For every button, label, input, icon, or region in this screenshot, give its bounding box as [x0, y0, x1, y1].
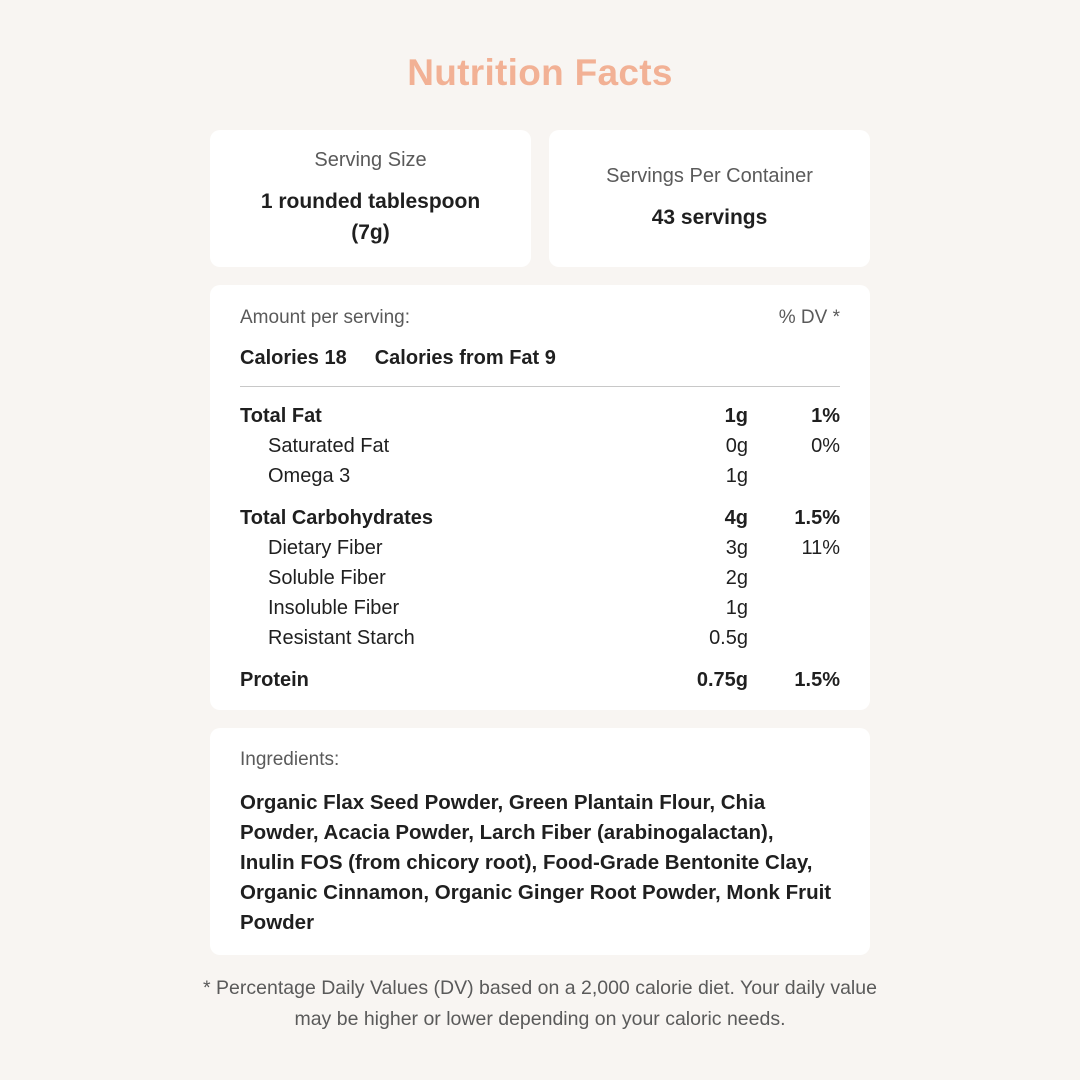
serving-size-value: 1 rounded tablespoon (7g)	[260, 190, 481, 244]
nutrient-amount: 1g	[724, 405, 748, 427]
nutrient-dv: 1.5%	[794, 507, 840, 529]
nutrient-name: Protein	[240, 669, 309, 691]
nutrient-name: Soluble Fiber	[268, 567, 386, 589]
servings-per-container-card	[549, 130, 870, 267]
nutrient-row-omega-3	[240, 461, 840, 491]
nutrient-name: Saturated Fat	[268, 435, 390, 457]
facts-divider	[240, 386, 840, 387]
facts-header	[240, 307, 840, 329]
nutrient-name: Total Fat	[240, 405, 322, 427]
ingredients-text: Organic Flax Seed Powder, Green Plantain Flour, Chia Powder, Acacia Powder, Larch Fiber (arabinogalactan), Inulin FOS (from chicory root), Food-Grade Bentonite Clay, Organic Cinnamon, Organic Ginger Root Powder, Monk Fruit Powder	[240, 791, 832, 934]
dv-footnote: * Percentage Daily Values (DV) based on a 2,000 calorie diet. Your daily value may be higher or lower depending on your caloric needs.	[203, 977, 877, 1030]
serving-size-card	[210, 130, 531, 267]
calories-value: Calories 18	[240, 347, 347, 369]
nutrient-list	[240, 401, 840, 695]
calories-row	[240, 347, 556, 370]
nutrient-amount: 1g	[725, 597, 748, 619]
ingredients-card	[210, 728, 870, 955]
nutrient-amount: 0g	[725, 435, 748, 457]
nutrient-row-total-fat	[240, 401, 840, 431]
nutrient-row-total-carbohydrates	[240, 503, 840, 533]
nutrient-name: Omega 3	[268, 465, 351, 487]
servings-per-container-label: Servings Per Container	[606, 164, 813, 187]
nutrient-name: Insoluble Fiber	[268, 597, 400, 619]
nutrient-amount: 0.5g	[709, 627, 748, 649]
nutrient-name: Dietary Fiber	[268, 537, 383, 559]
nutrient-name: Total Carbohydrates	[240, 507, 433, 529]
nutrition-facts-card	[210, 285, 870, 710]
nutrient-amount: 4g	[724, 507, 748, 529]
nutrient-row-insoluble-fiber	[240, 593, 840, 623]
nutrient-amount: 0.75g	[696, 669, 748, 691]
nutrient-amount: 1g	[725, 465, 748, 487]
amount-per-serving-label: Amount per serving:	[240, 307, 411, 328]
dv-header-label: % DV *	[778, 307, 840, 328]
nutrient-name: Resistant Starch	[268, 627, 415, 649]
nutrient-row-resistant-starch	[240, 623, 840, 653]
nutrient-dv: 11%	[801, 537, 840, 559]
nutrient-dv: 1.5%	[794, 669, 840, 691]
serving-size-label: Serving Size	[314, 149, 427, 171]
servings-per-container-value: 43 servings	[651, 205, 768, 229]
nutrient-amount: 3g	[725, 537, 748, 559]
calories-from-fat-value: Calories from Fat 9	[374, 347, 556, 369]
nutrient-row-protein	[240, 665, 840, 695]
nutrient-row-soluble-fiber	[240, 563, 840, 593]
nutrient-amount: 2g	[725, 567, 748, 589]
nutrient-row-saturated-fat	[240, 431, 840, 461]
page-title: Nutrition Facts	[407, 52, 673, 93]
nutrient-dv: 1%	[811, 405, 840, 427]
ingredients-label: Ingredients:	[240, 749, 340, 770]
nutrient-dv: 0%	[811, 435, 840, 457]
nutrient-row-dietary-fiber	[240, 533, 840, 563]
